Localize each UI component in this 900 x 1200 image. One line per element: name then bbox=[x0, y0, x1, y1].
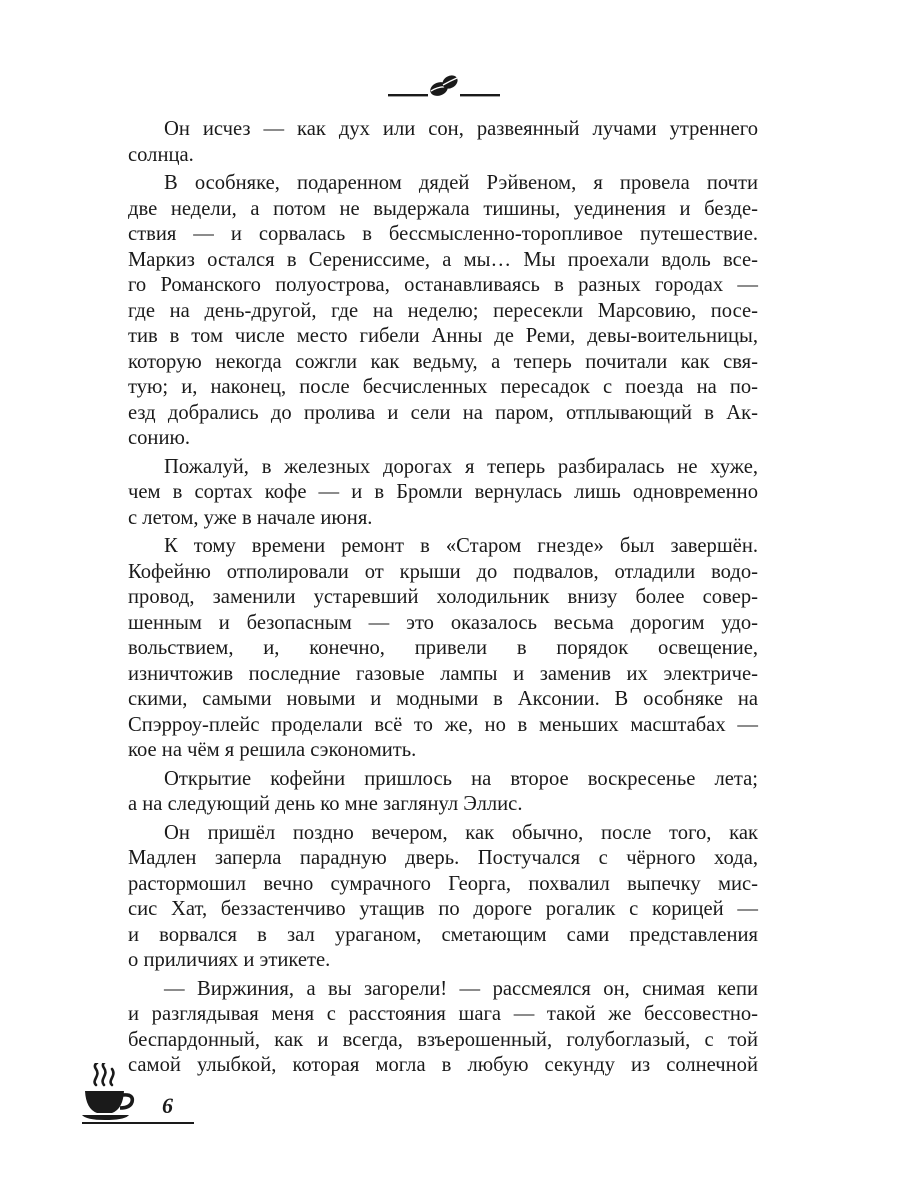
text-line: беспардонный, как и всегда, взъерошенный, голубоглазый, с той bbox=[128, 1028, 758, 1051]
text-line: Спэрроу-плейс проделали всё то же, но в меньших масштабах — bbox=[128, 713, 758, 736]
text-line: чем в сортах кофе — и в Бромли вернулась лишь одновременно bbox=[128, 481, 758, 503]
text-line: сонию. bbox=[128, 427, 191, 449]
text-line: сис Хат, беззастенчиво утащив по дороге рогалик с корицей — bbox=[128, 898, 758, 920]
paragraph bbox=[128, 534, 758, 764]
text-line: солнца. bbox=[128, 143, 194, 166]
text-line: Маркиз остался в Серениссиме, а мы… Мы проехали вдоль все- bbox=[128, 248, 758, 271]
text-line: Открытие кофейни пришлось на второе воскресенье лета; bbox=[164, 767, 758, 790]
paragraph bbox=[128, 821, 758, 974]
coffee-bean-icon bbox=[388, 70, 500, 100]
paragraph bbox=[128, 977, 758, 1079]
text-line: изничтожив последние газовые лампы и заменив их электриче- bbox=[128, 662, 758, 685]
text-line: го Романского полуострова, останавливаясь в разных городах — bbox=[128, 274, 758, 296]
text-line: провод, заменили устаревший холодильник внизу более совер- bbox=[128, 586, 758, 608]
text-line: Мадлен заперла парадную дверь. Постучался с чёрного хода, bbox=[128, 847, 758, 869]
text-line: а на следующий день ко мне заглянул Эллис. bbox=[128, 793, 523, 815]
text-line: кое на чём я решила сэкономить. bbox=[128, 739, 417, 761]
text-line: Он пришёл поздно вечером, как обычно, после того, как bbox=[164, 821, 758, 844]
paragraph bbox=[128, 767, 758, 818]
text-line: две недели, а потом не выдержала тишины, уединения и безде- bbox=[128, 197, 758, 220]
text-line: с летом, уже в начале июня. bbox=[128, 506, 373, 529]
paragraph bbox=[128, 171, 758, 452]
steaming-coffee-cup-icon bbox=[82, 1063, 142, 1121]
text-line: которую некогда сожгли как ведьму, а теперь почитали как свя- bbox=[128, 350, 758, 373]
text-line: тую; и, наконец, после бесчисленных пересадок с поезда на по- bbox=[128, 376, 758, 398]
text-line: езд добрались до пролива и сели на паром, отплывающий в Ак- bbox=[128, 401, 758, 424]
header-ornament bbox=[388, 70, 500, 100]
text-line: и ворвался в зал ураганом, сметающим сами представления bbox=[128, 923, 758, 946]
body-text bbox=[128, 117, 758, 1082]
text-line: Он исчез — как дух или сон, развеянный лучами утреннего bbox=[164, 118, 758, 140]
text-line: ствия — и сорвалась в бессмысленно-торопливое путешествие. bbox=[128, 223, 758, 245]
text-line: К тому времени ремонт в «Старом гнезде» был завершён. bbox=[164, 535, 758, 557]
text-line: тив в том числе место гибели Анны де Реми, девы-воительницы, bbox=[128, 325, 758, 347]
page-footer bbox=[82, 1063, 202, 1129]
text-line: шенным и безопасным — это оказалось весьма дорогим удо- bbox=[128, 611, 758, 634]
text-line: Кофейню отполировали от крыши до подвалов, отладили водо- bbox=[128, 560, 758, 583]
text-line: и разглядывая меня с расстояния шага — такой же бессовестно- bbox=[128, 1003, 758, 1025]
text-line: скими, самыми новыми и модными в Аксонии. В особняке на bbox=[128, 688, 758, 710]
paragraph bbox=[128, 117, 758, 168]
paragraph bbox=[128, 455, 758, 532]
text-line: где на день-другой, где на неделю; пересекли Марсовию, посе- bbox=[128, 299, 758, 322]
text-line: о приличиях и этикете. bbox=[128, 949, 331, 971]
text-line: В особняке, подаренном дядей Рэйвеном, я провела почти bbox=[164, 172, 758, 194]
text-line: Пожалуй, в железных дорогах я теперь разбиралась не хуже, bbox=[164, 455, 758, 478]
text-line: растормошил вечно сумрачного Георга, похвалил выпечку мис- bbox=[128, 872, 758, 895]
footer-rule bbox=[82, 1122, 194, 1124]
text-line: — Виржиния, а вы загорели! — рассмеялся он, снимая кепи bbox=[164, 977, 758, 1000]
page-number: 6 bbox=[162, 1093, 173, 1118]
text-line: вольствием, и, конечно, привели в порядок освещение, bbox=[128, 637, 758, 659]
text-line: самой улыбкой, которая могла в любую секунду из солнечной bbox=[128, 1054, 758, 1076]
